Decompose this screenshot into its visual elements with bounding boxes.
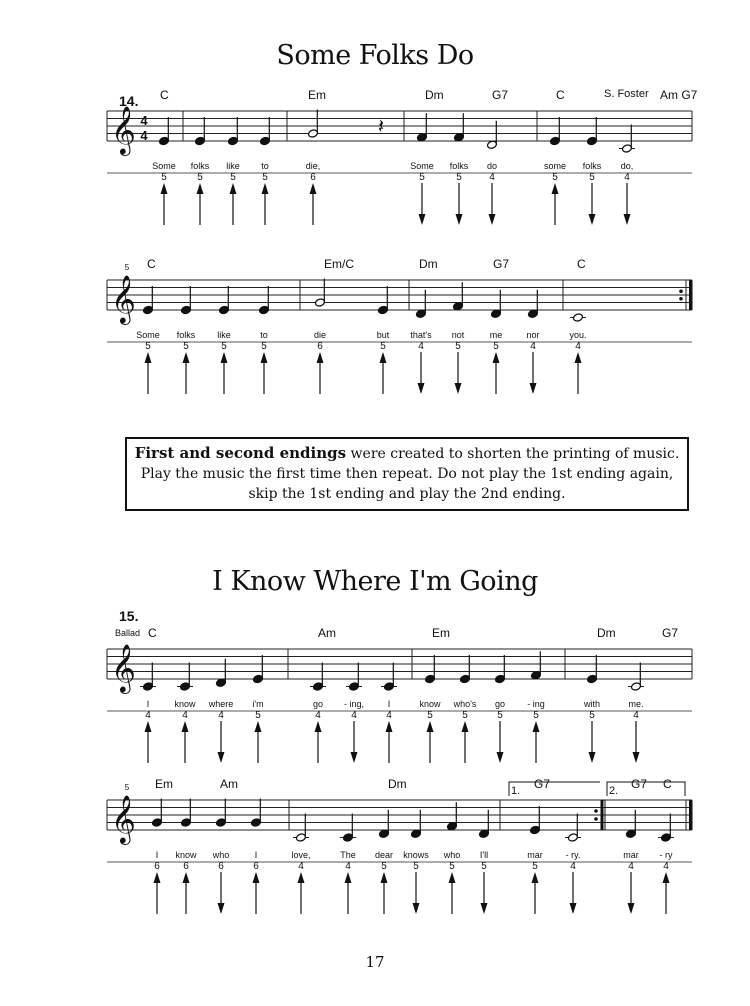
lyric-syllable: that's (410, 330, 432, 340)
lyric-syllable: me. (628, 699, 644, 709)
lyric-syllable: - ry (659, 850, 673, 860)
tempo-marking: Ballad (115, 628, 141, 638)
lyric-syllable: folks (582, 161, 602, 171)
harmonica-hole-number: 5 (456, 172, 462, 183)
draw-arrow-head (530, 383, 537, 394)
treble-clef: 𝄞 (111, 795, 136, 842)
harmonica-hole-number: 5 (380, 341, 386, 352)
draw-arrow-head (589, 214, 596, 225)
draw-arrow-head (570, 903, 577, 914)
lyric-syllable: folks (176, 330, 196, 340)
lyric-syllable: who (443, 850, 461, 860)
chord-symbol: C (147, 257, 156, 271)
chord-symbol: Em (155, 777, 173, 791)
lyric-syllable: you. (569, 330, 587, 340)
first-ending-label: 1. (511, 785, 521, 797)
harmonica-hole-number: 6 (218, 861, 224, 872)
chord-symbol: C (148, 626, 157, 640)
lyric-syllable: know (175, 850, 197, 860)
lyric-syllable: to (260, 330, 268, 340)
time-signature-bottom: 4 (140, 128, 148, 143)
draw-arrow-head (455, 383, 462, 394)
harmonica-hole-number: 5 (533, 710, 539, 721)
blow-arrow-head (493, 352, 500, 363)
lyric-syllable: - ry. (565, 850, 581, 860)
harmonica-hole-number: 5 (145, 341, 151, 352)
draw-arrow-head (628, 903, 635, 914)
harmonica-hole-number: 4 (663, 861, 669, 872)
harmonica-hole-number: 5 (455, 341, 461, 352)
lyric-syllable: go (312, 699, 324, 709)
chord-symbol: Em (432, 626, 450, 640)
lyric-syllable: me (489, 330, 503, 340)
harmonica-hole-number: 5 (255, 710, 261, 721)
harmonica-hole-number: 6 (317, 341, 323, 352)
blow-arrow-head (532, 872, 539, 883)
lyric-syllable: not (451, 330, 465, 340)
chord-symbol: Am (318, 626, 336, 640)
harmonica-hole-number: 4 (633, 710, 639, 721)
measure-number: 5 (124, 783, 130, 792)
chord-symbol: C (577, 257, 586, 271)
harmonica-hole-number: 5 (221, 341, 227, 352)
harmonica-hole-number: 4 (218, 710, 224, 721)
song-title: Some Folks Do (276, 40, 474, 71)
blow-arrow-head (317, 352, 324, 363)
harmonica-hole-number: 5 (497, 710, 503, 721)
harmonica-hole-number: 6 (310, 172, 316, 183)
harmonica-hole-number: 5 (183, 341, 189, 352)
info-box-bold: First and second endings (134, 444, 347, 462)
lyric-syllable: knows (403, 850, 429, 860)
lyric-syllable: love, (291, 850, 311, 860)
lyric-syllable: I (387, 699, 391, 709)
lyric-syllable: folks (449, 161, 469, 171)
blow-arrow-head (663, 872, 670, 883)
chord-symbol: G7 (492, 88, 509, 102)
chord-symbol: G7 (534, 777, 551, 791)
quarter-rest: 𝄽 (377, 116, 385, 138)
repeat-dot (594, 817, 598, 821)
blow-arrow-head (462, 721, 469, 732)
blow-arrow-head (145, 721, 152, 732)
harmonica-hole-number: 5 (262, 172, 268, 183)
draw-arrow-head (218, 903, 225, 914)
lyric-syllable: I (254, 850, 258, 860)
blow-arrow-head (427, 721, 434, 732)
harmonica-hole-number: 5 (161, 172, 167, 183)
lyric-syllable: mar (527, 850, 543, 860)
harmonica-hole-number: 4 (145, 710, 151, 721)
second-ending-label: 2. (609, 785, 619, 797)
blow-arrow-head (230, 183, 237, 194)
chord-symbol: Em (308, 88, 326, 102)
info-box-line3: skip the 1st ending and play the 2nd ending. (248, 486, 566, 502)
draw-arrow-head (456, 214, 463, 225)
draw-arrow-head (481, 903, 488, 914)
blow-arrow-head (380, 352, 387, 363)
lyric-syllable: Some (152, 161, 176, 171)
blow-arrow-head (386, 721, 393, 732)
draw-arrow-head (418, 383, 425, 394)
harmonica-hole-number: 5 (462, 710, 468, 721)
harmonica-hole-number: 6 (154, 861, 160, 872)
harmonica-hole-number: 4 (386, 710, 392, 721)
harmonica-hole-number: 4 (298, 861, 304, 872)
lyric-syllable: - ing (527, 699, 545, 709)
harmonica-hole-number: 5 (589, 172, 595, 183)
draw-arrow-head (589, 752, 596, 763)
lyric-syllable: do, (620, 161, 634, 171)
lyric-syllable: know (174, 699, 196, 709)
lyric-syllable: who's (453, 699, 477, 709)
lyric-syllable: The (340, 850, 356, 860)
harmonica-hole-number: 4 (345, 861, 351, 872)
chord-symbol: C (160, 88, 169, 102)
lyric-syllable: who (212, 850, 230, 860)
draw-arrow-head (419, 214, 426, 225)
harmonica-hole-number: 4 (628, 861, 634, 872)
harmonica-hole-number: 5 (493, 341, 499, 352)
lyric-syllable: nor (526, 330, 540, 340)
chord-symbol: Am G7 (660, 88, 698, 102)
harmonica-hole-number: 5 (197, 172, 203, 183)
chord-symbol: C (663, 777, 672, 791)
song-number: 14. (119, 93, 139, 109)
harmonica-hole-number: 4 (418, 341, 424, 352)
draw-arrow-head (351, 752, 358, 763)
final-barline (689, 800, 693, 830)
lyric-syllable: Some (136, 330, 160, 340)
harmonica-hole-number: 4 (315, 710, 321, 721)
blow-arrow-head (261, 352, 268, 363)
harmonica-hole-number: 5 (230, 172, 236, 183)
lyric-syllable: i'm (252, 699, 264, 709)
harmonica-hole-number: 5 (427, 710, 433, 721)
harmonica-hole-number: 5 (589, 710, 595, 721)
blow-arrow-head (345, 872, 352, 883)
draw-arrow-head (497, 752, 504, 763)
treble-clef: 𝄞 (111, 644, 136, 691)
chord-symbol: Em/C (324, 257, 354, 271)
harmonica-hole-number: 5 (261, 341, 267, 352)
harmonica-hole-number: 4 (624, 172, 630, 183)
lyric-syllable: I'll (479, 850, 489, 860)
song-title: I Know Where I'm Going (212, 566, 538, 597)
chord-symbol: G7 (493, 257, 510, 271)
blow-arrow-head (315, 721, 322, 732)
repeat-dot (594, 809, 598, 813)
chord-symbol: Am (220, 777, 238, 791)
composer: S. Foster (604, 88, 649, 100)
blow-arrow-head (449, 872, 456, 883)
blow-arrow-head (575, 352, 582, 363)
blow-arrow-head (255, 721, 262, 732)
blow-arrow-head (197, 183, 204, 194)
blow-arrow-head (310, 183, 317, 194)
harmonica-hole-number: 4 (575, 341, 581, 352)
blow-arrow-head (381, 872, 388, 883)
chord-symbol: C (556, 88, 565, 102)
blow-arrow-head (154, 872, 161, 883)
blow-arrow-head (552, 183, 559, 194)
blow-arrow-head (253, 872, 260, 883)
lyric-syllable: go (494, 699, 506, 709)
repeat-dot (679, 297, 683, 301)
lyric-syllable: but (376, 330, 390, 340)
chord-symbol: Dm (597, 626, 616, 640)
lyric-syllable: to (261, 161, 269, 171)
final-barline (689, 280, 693, 310)
harmonica-hole-number: 5 (381, 861, 387, 872)
lyric-syllable: know (419, 699, 441, 709)
harmonica-hole-number: 5 (419, 172, 425, 183)
blow-arrow-head (183, 872, 190, 883)
draw-arrow-head (624, 214, 631, 225)
draw-arrow-head (218, 752, 225, 763)
harmonica-hole-number: 5 (532, 861, 538, 872)
time-signature-top: 4 (140, 113, 148, 128)
lyric-syllable: mar (623, 850, 639, 860)
page-number: 17 (365, 953, 385, 971)
info-box-line1: were created to shorten the printing of music. (346, 446, 680, 462)
blow-arrow-head (221, 352, 228, 363)
lyric-syllable: where (208, 699, 234, 709)
chord-symbol: Dm (388, 777, 407, 791)
lyric-syllable: like (226, 161, 240, 171)
harmonica-hole-number: 6 (253, 861, 259, 872)
blow-arrow-head (533, 721, 540, 732)
blow-arrow-head (298, 872, 305, 883)
draw-arrow-head (413, 903, 420, 914)
lyric-syllable: Some (410, 161, 434, 171)
blow-arrow-head (182, 721, 189, 732)
blow-arrow-head (145, 352, 152, 363)
lyric-syllable: like (217, 330, 231, 340)
chord-symbol: G7 (631, 777, 648, 791)
first-ending-bracket (509, 782, 600, 796)
lyric-syllable: die, (305, 161, 321, 171)
measure-number: 5 (124, 263, 130, 272)
harmonica-hole-number: 4 (182, 710, 188, 721)
draw-arrow-head (633, 752, 640, 763)
lyric-syllable: die (313, 330, 327, 340)
draw-arrow-head (489, 214, 496, 225)
harmonica-hole-number: 5 (481, 861, 487, 872)
lyric-syllable: - ing, (343, 699, 365, 709)
repeat-barline (601, 800, 604, 830)
chord-symbol: Dm (425, 88, 444, 102)
harmonica-hole-number: 4 (570, 861, 576, 872)
whole-note (573, 313, 584, 322)
song-number: 15. (119, 608, 139, 624)
lyric-syllable: dear (374, 850, 394, 860)
harmonica-hole-number: 5 (413, 861, 419, 872)
harmonica-hole-number: 5 (552, 172, 558, 183)
blow-arrow-head (183, 352, 190, 363)
lyric-syllable: I (155, 850, 159, 860)
harmonica-hole-number: 6 (183, 861, 189, 872)
blow-arrow-head (262, 183, 269, 194)
treble-clef: 𝄞 (111, 275, 136, 322)
blow-arrow-head (161, 183, 168, 194)
treble-clef: 𝄞 (111, 106, 136, 153)
chord-symbol: Dm (419, 257, 438, 271)
repeat-dot (679, 289, 683, 293)
lyric-syllable: some (543, 161, 567, 171)
lyric-syllable: with (583, 699, 601, 709)
harmonica-hole-number: 5 (449, 861, 455, 872)
harmonica-hole-number: 4 (489, 172, 495, 183)
lyric-syllable: I (146, 699, 150, 709)
harmonica-hole-number: 4 (530, 341, 536, 352)
lyric-syllable: do (486, 161, 498, 171)
info-box-line2: Play the music the first time then repeat. Do not play the 1st ending again, (140, 466, 674, 482)
chord-symbol: G7 (662, 626, 679, 640)
harmonica-hole-number: 4 (351, 710, 357, 721)
lyric-syllable: folks (190, 161, 210, 171)
